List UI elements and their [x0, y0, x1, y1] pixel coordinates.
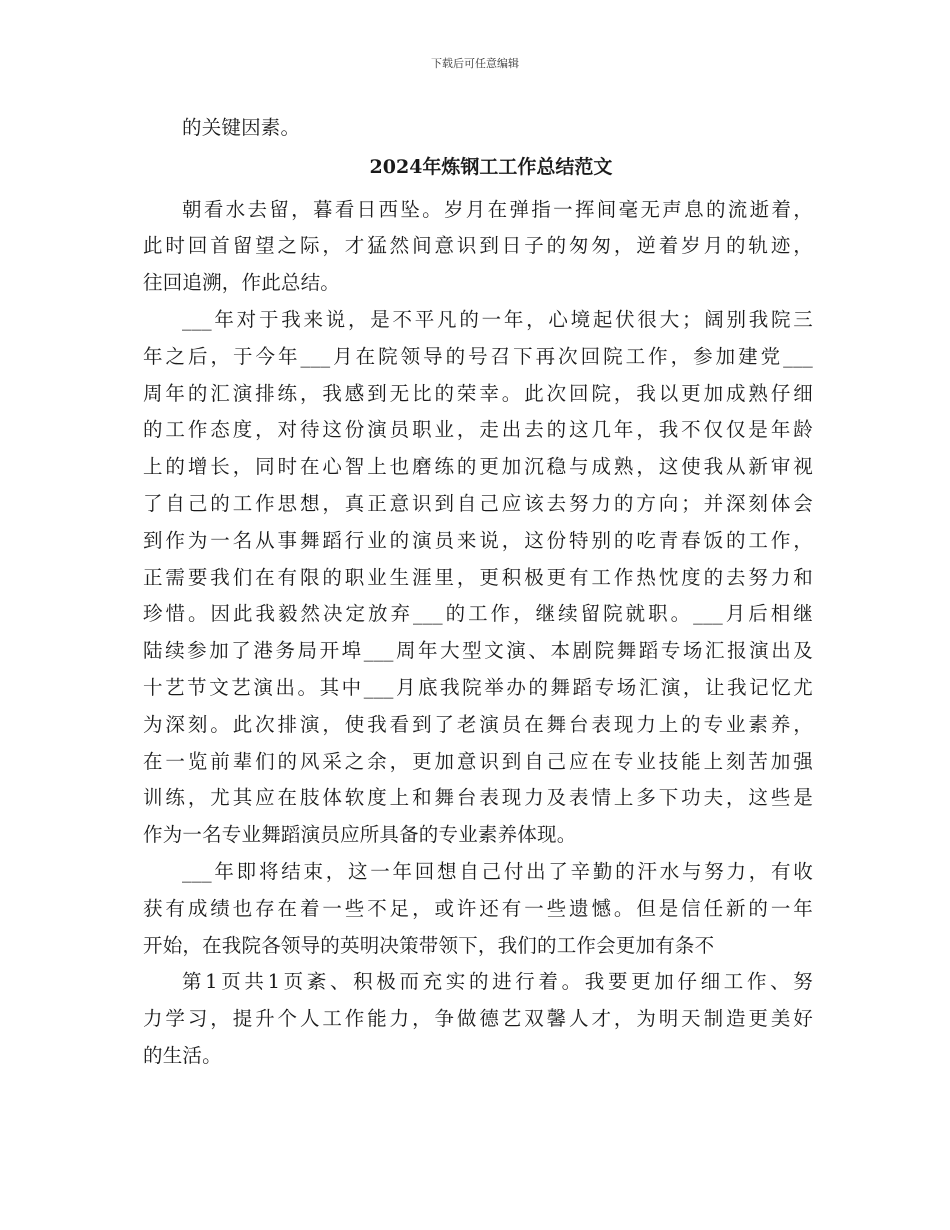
paragraph-line: 开始，在我院各领导的英明决策带领下，我们的工作会更加有条不 — [143, 933, 715, 957]
paragraph-line: 往回追溯，作此总结。 — [143, 271, 341, 295]
paragraph-4 — [143, 964, 813, 1074]
paragraph-line: 的工作态度，对待这份演员职业，走出去的这几年，我不仅仅是年龄 — [143, 418, 813, 442]
paragraph-line: 年之后，于今年___月在院领导的号召下再次回院工作，参加建党___ — [143, 344, 813, 368]
paragraph-line: ___年对于我来说，是不平凡的一年，心境起伏很大；阔别我院三 — [182, 307, 813, 331]
paragraph-line: 获有成绩也存在着一些不足，或许还有一些遗憾。但是信任新的一年 — [143, 896, 813, 920]
paragraph-line: 第1页共1页紊、积极而充实的进行着。我要更加仔细工作、努 — [182, 970, 813, 994]
paragraph-line: 了自己的工作思想，真正意识到自己应该去努力的方向；并深刻体会 — [143, 491, 813, 515]
paragraph-line: ___年即将结束，这一年回想自己付出了辛勤的汗水与努力，有收 — [182, 859, 813, 883]
paragraph-line: 周年的汇演排练，我感到无比的荣幸。此次回院，我以更加成熟仔细 — [143, 381, 813, 405]
paragraph-line: 十艺节文艺演出。其中___月底我院举办的舞蹈专场汇演，让我记忆尤 — [143, 675, 813, 699]
paragraph-line: 作为一名专业舞蹈演员应所具备的专业素养体现。 — [143, 823, 577, 847]
paragraph-line: 陆续参加了港务局开埠___周年大型文演、本剧院舞蹈专场汇报演出及 — [143, 639, 813, 663]
paragraph-line: 朝看水去留，暮看日西坠。岁月在弹指一挥间毫无声息的流逝着， — [182, 197, 813, 221]
intro-tail-line: 的关键因素。 — [182, 116, 301, 139]
paragraph-line: 珍惜。因此我毅然决定放弃___的工作，继续留院就职。___月后相继 — [143, 602, 813, 626]
paragraph-line: 训练，尤其应在肢体软度上和舞台表现力及表情上多下功夫，这些是 — [143, 786, 813, 810]
document-title: 2024年炼钢工工作总结范文 — [369, 155, 613, 178]
paragraph-2 — [143, 302, 813, 854]
paragraph-line: 的生活。 — [143, 1043, 222, 1067]
paragraph-line: 在一览前辈们的风采之余，更加意识到自己应在专业技能上刻苦加强 — [143, 749, 813, 773]
document-body — [143, 110, 813, 1075]
page-header-note: 下载后可任意编辑 — [431, 57, 519, 70]
paragraph-line: 正需要我们在有限的职业生涯里，更积极更有工作热忱度的去努力和 — [143, 565, 813, 589]
paragraph-line: 力学习，提升个人工作能力，争做德艺双馨人才，为明天制造更美好 — [143, 1007, 813, 1031]
paragraph-3 — [143, 854, 813, 964]
paragraph-line: 为深刻。此次排演，使我看到了老演员在舞台表现力上的专业素养， — [143, 712, 813, 736]
paragraph-1 — [143, 192, 813, 302]
paragraph-line: 到作为一名从事舞蹈行业的演员来说，这份特别的吃青春饭的工作， — [143, 528, 813, 552]
paragraph-line: 此时回首留望之际，才猛然间意识到日子的匆匆，逆着岁月的轨迹， — [143, 234, 813, 258]
paragraph-line: 上的增长，同时在心智上也磨练的更加沉稳与成熟，这使我从新审视 — [143, 455, 813, 479]
